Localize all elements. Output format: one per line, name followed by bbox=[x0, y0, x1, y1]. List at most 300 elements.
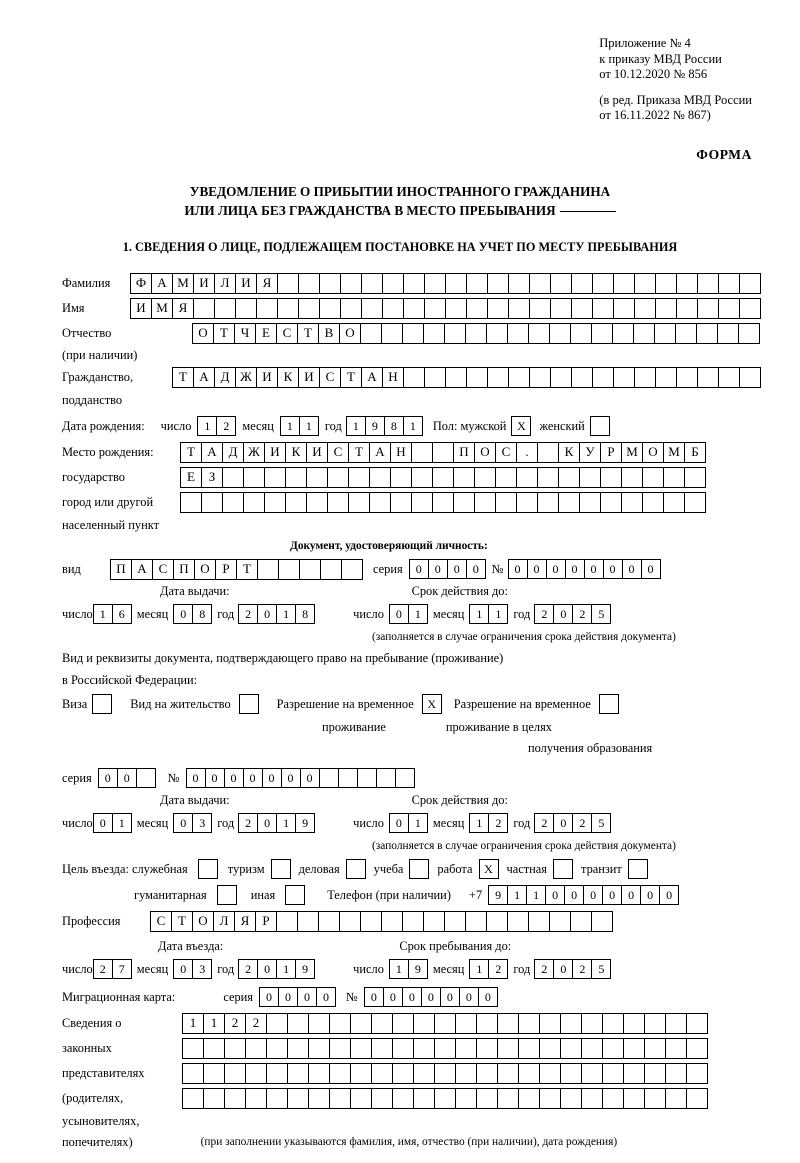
char-cell[interactable]: С bbox=[276, 323, 298, 344]
char-cell[interactable] bbox=[222, 492, 244, 513]
permit-issue-day-input[interactable] bbox=[93, 813, 132, 833]
char-cell[interactable] bbox=[299, 559, 321, 580]
purpose-business-checkbox[interactable] bbox=[346, 859, 366, 879]
char-cell[interactable] bbox=[357, 768, 377, 788]
char-cell[interactable]: Ж bbox=[243, 442, 265, 463]
char-cell[interactable] bbox=[476, 1013, 498, 1034]
char-cell[interactable] bbox=[298, 298, 320, 319]
citizenship-input[interactable] bbox=[172, 367, 761, 388]
char-cell[interactable] bbox=[686, 1013, 708, 1034]
char-cell[interactable] bbox=[203, 1038, 225, 1059]
char-cell[interactable]: 0 bbox=[98, 768, 118, 788]
char-cell[interactable] bbox=[739, 298, 761, 319]
char-cell[interactable] bbox=[306, 467, 328, 488]
char-cell[interactable] bbox=[487, 273, 509, 294]
char-cell[interactable]: 0 bbox=[621, 885, 641, 905]
char-cell[interactable]: 0 bbox=[300, 768, 320, 788]
char-cell[interactable]: А bbox=[361, 367, 383, 388]
char-cell[interactable]: О bbox=[194, 559, 216, 580]
char-cell[interactable] bbox=[392, 1088, 414, 1109]
permit-valid-year-input[interactable] bbox=[534, 813, 611, 833]
char-cell[interactable] bbox=[602, 1038, 624, 1059]
char-cell[interactable]: 0 bbox=[173, 813, 193, 833]
char-cell[interactable] bbox=[350, 1063, 372, 1084]
char-cell[interactable] bbox=[697, 367, 719, 388]
char-cell[interactable] bbox=[665, 1038, 687, 1059]
char-cell[interactable] bbox=[411, 492, 433, 513]
char-cell[interactable] bbox=[182, 1088, 204, 1109]
char-cell[interactable] bbox=[487, 367, 509, 388]
char-cell[interactable]: 0 bbox=[257, 604, 277, 624]
char-cell[interactable] bbox=[245, 1063, 267, 1084]
char-cell[interactable] bbox=[390, 467, 412, 488]
char-cell[interactable]: Д bbox=[214, 367, 236, 388]
char-cell[interactable]: К bbox=[285, 442, 307, 463]
char-cell[interactable] bbox=[560, 1038, 582, 1059]
doc-issue-month-input[interactable] bbox=[173, 604, 212, 624]
char-cell[interactable] bbox=[329, 1013, 351, 1034]
char-cell[interactable]: 2 bbox=[488, 959, 508, 979]
char-cell[interactable]: 0 bbox=[186, 768, 206, 788]
char-cell[interactable]: Л bbox=[213, 911, 235, 932]
doc-issue-year-input[interactable] bbox=[238, 604, 315, 624]
char-cell[interactable] bbox=[277, 298, 299, 319]
char-cell[interactable]: М bbox=[621, 442, 643, 463]
char-cell[interactable] bbox=[634, 273, 656, 294]
char-cell[interactable]: 2 bbox=[572, 959, 592, 979]
char-cell[interactable]: Р bbox=[600, 442, 622, 463]
char-cell[interactable] bbox=[474, 467, 496, 488]
char-cell[interactable] bbox=[434, 1038, 456, 1059]
char-cell[interactable] bbox=[644, 1063, 666, 1084]
char-cell[interactable] bbox=[360, 911, 382, 932]
char-cell[interactable]: 0 bbox=[257, 959, 277, 979]
char-cell[interactable] bbox=[243, 492, 265, 513]
char-cell[interactable]: 0 bbox=[459, 987, 479, 1007]
char-cell[interactable] bbox=[613, 298, 635, 319]
char-cell[interactable]: 0 bbox=[93, 813, 113, 833]
char-cell[interactable] bbox=[684, 492, 706, 513]
char-cell[interactable] bbox=[486, 911, 508, 932]
char-cell[interactable] bbox=[361, 298, 383, 319]
char-cell[interactable] bbox=[350, 1038, 372, 1059]
char-cell[interactable] bbox=[518, 1013, 540, 1034]
purpose-work-checkbox[interactable]: X bbox=[479, 859, 499, 879]
char-cell[interactable]: О bbox=[642, 442, 664, 463]
char-cell[interactable] bbox=[663, 492, 685, 513]
char-cell[interactable] bbox=[663, 467, 685, 488]
char-cell[interactable] bbox=[340, 298, 362, 319]
char-cell[interactable]: И bbox=[130, 298, 152, 319]
char-cell[interactable]: 0 bbox=[602, 885, 622, 905]
char-cell[interactable]: Р bbox=[215, 559, 237, 580]
char-cell[interactable] bbox=[327, 492, 349, 513]
char-cell[interactable] bbox=[644, 1013, 666, 1034]
char-cell[interactable] bbox=[497, 1038, 519, 1059]
char-cell[interactable]: 1 bbox=[507, 885, 527, 905]
char-cell[interactable]: 1 bbox=[203, 1013, 225, 1034]
char-cell[interactable]: 0 bbox=[173, 959, 193, 979]
char-cell[interactable] bbox=[402, 323, 424, 344]
char-cell[interactable]: 0 bbox=[364, 987, 384, 1007]
char-cell[interactable] bbox=[395, 768, 415, 788]
char-cell[interactable] bbox=[180, 492, 202, 513]
char-cell[interactable] bbox=[411, 467, 433, 488]
char-cell[interactable] bbox=[581, 1013, 603, 1034]
legal-rep-line-4-input[interactable] bbox=[182, 1088, 708, 1109]
char-cell[interactable]: 1 bbox=[488, 604, 508, 624]
permit-issue-month-input[interactable] bbox=[173, 813, 212, 833]
purpose-study-checkbox[interactable] bbox=[409, 859, 429, 879]
name-input[interactable] bbox=[130, 298, 761, 319]
char-cell[interactable] bbox=[434, 1013, 456, 1034]
char-cell[interactable]: 2 bbox=[238, 604, 258, 624]
char-cell[interactable] bbox=[432, 467, 454, 488]
char-cell[interactable] bbox=[413, 1063, 435, 1084]
char-cell[interactable]: 0 bbox=[421, 987, 441, 1007]
purpose-private-checkbox[interactable] bbox=[553, 859, 573, 879]
char-cell[interactable]: 0 bbox=[640, 885, 660, 905]
char-cell[interactable] bbox=[402, 911, 424, 932]
char-cell[interactable]: 2 bbox=[534, 959, 554, 979]
char-cell[interactable]: 0 bbox=[553, 959, 573, 979]
char-cell[interactable] bbox=[382, 298, 404, 319]
char-cell[interactable] bbox=[423, 911, 445, 932]
char-cell[interactable] bbox=[466, 298, 488, 319]
char-cell[interactable] bbox=[717, 323, 739, 344]
doc-kind-input[interactable] bbox=[110, 559, 363, 580]
char-cell[interactable]: 9 bbox=[365, 416, 385, 436]
char-cell[interactable] bbox=[718, 367, 740, 388]
char-cell[interactable] bbox=[341, 559, 363, 580]
char-cell[interactable]: С bbox=[150, 911, 172, 932]
char-cell[interactable] bbox=[390, 492, 412, 513]
char-cell[interactable]: 1 bbox=[276, 813, 296, 833]
char-cell[interactable] bbox=[203, 1088, 225, 1109]
char-cell[interactable]: 0 bbox=[117, 768, 137, 788]
char-cell[interactable] bbox=[266, 1013, 288, 1034]
char-cell[interactable] bbox=[455, 1063, 477, 1084]
edu-residence-checkbox[interactable] bbox=[599, 694, 619, 714]
char-cell[interactable] bbox=[411, 442, 433, 463]
char-cell[interactable] bbox=[550, 367, 572, 388]
char-cell[interactable] bbox=[382, 273, 404, 294]
char-cell[interactable] bbox=[455, 1013, 477, 1034]
char-cell[interactable] bbox=[571, 367, 593, 388]
char-cell[interactable] bbox=[392, 1013, 414, 1034]
stay-month-input[interactable] bbox=[469, 959, 508, 979]
char-cell[interactable] bbox=[474, 492, 496, 513]
char-cell[interactable] bbox=[287, 1013, 309, 1034]
migration-number-input[interactable] bbox=[364, 987, 498, 1007]
char-cell[interactable]: 0 bbox=[205, 768, 225, 788]
char-cell[interactable]: Ч bbox=[234, 323, 256, 344]
char-cell[interactable] bbox=[432, 442, 454, 463]
char-cell[interactable] bbox=[266, 1063, 288, 1084]
char-cell[interactable] bbox=[571, 273, 593, 294]
char-cell[interactable]: 9 bbox=[295, 813, 315, 833]
char-cell[interactable] bbox=[537, 492, 559, 513]
char-cell[interactable]: Н bbox=[382, 367, 404, 388]
char-cell[interactable] bbox=[642, 492, 664, 513]
char-cell[interactable]: Р bbox=[255, 911, 277, 932]
char-cell[interactable] bbox=[581, 1063, 603, 1084]
char-cell[interactable] bbox=[224, 1088, 246, 1109]
char-cell[interactable] bbox=[686, 1038, 708, 1059]
doc-valid-day-input[interactable] bbox=[389, 604, 428, 624]
char-cell[interactable]: З bbox=[201, 467, 223, 488]
char-cell[interactable] bbox=[350, 1088, 372, 1109]
char-cell[interactable] bbox=[392, 1063, 414, 1084]
legal-rep-line-3-input[interactable] bbox=[182, 1063, 708, 1084]
char-cell[interactable]: 1 bbox=[276, 604, 296, 624]
char-cell[interactable]: И bbox=[235, 273, 257, 294]
char-cell[interactable]: К bbox=[277, 367, 299, 388]
char-cell[interactable]: Т bbox=[236, 559, 258, 580]
char-cell[interactable] bbox=[579, 492, 601, 513]
char-cell[interactable] bbox=[444, 323, 466, 344]
char-cell[interactable] bbox=[592, 273, 614, 294]
birthplace-line-2-input[interactable] bbox=[180, 467, 706, 488]
char-cell[interactable]: 0 bbox=[565, 559, 585, 579]
char-cell[interactable] bbox=[308, 1038, 330, 1059]
profession-input[interactable] bbox=[150, 911, 613, 932]
char-cell[interactable] bbox=[581, 1038, 603, 1059]
char-cell[interactable]: 1 bbox=[408, 813, 428, 833]
char-cell[interactable] bbox=[537, 467, 559, 488]
char-cell[interactable]: Я bbox=[256, 273, 278, 294]
char-cell[interactable]: 0 bbox=[478, 987, 498, 1007]
char-cell[interactable] bbox=[739, 273, 761, 294]
char-cell[interactable]: Т bbox=[171, 911, 193, 932]
char-cell[interactable] bbox=[445, 273, 467, 294]
char-cell[interactable]: 0 bbox=[278, 987, 298, 1007]
permit-valid-day-input[interactable] bbox=[389, 813, 428, 833]
char-cell[interactable]: С bbox=[152, 559, 174, 580]
char-cell[interactable] bbox=[602, 1013, 624, 1034]
char-cell[interactable]: Т bbox=[348, 442, 370, 463]
char-cell[interactable]: Т bbox=[180, 442, 202, 463]
char-cell[interactable] bbox=[508, 273, 530, 294]
char-cell[interactable] bbox=[591, 323, 613, 344]
char-cell[interactable]: 0 bbox=[402, 987, 422, 1007]
char-cell[interactable] bbox=[654, 323, 676, 344]
char-cell[interactable] bbox=[297, 911, 319, 932]
char-cell[interactable]: И bbox=[264, 442, 286, 463]
char-cell[interactable] bbox=[655, 273, 677, 294]
migration-series-input[interactable] bbox=[259, 987, 336, 1007]
char-cell[interactable] bbox=[738, 323, 760, 344]
char-cell[interactable] bbox=[287, 1088, 309, 1109]
char-cell[interactable] bbox=[507, 323, 529, 344]
char-cell[interactable]: О bbox=[192, 323, 214, 344]
purpose-humanitarian-checkbox[interactable] bbox=[217, 885, 237, 905]
char-cell[interactable] bbox=[381, 323, 403, 344]
char-cell[interactable]: 7 bbox=[112, 959, 132, 979]
char-cell[interactable]: А bbox=[193, 367, 215, 388]
char-cell[interactable] bbox=[423, 323, 445, 344]
char-cell[interactable] bbox=[319, 768, 339, 788]
char-cell[interactable] bbox=[476, 1088, 498, 1109]
char-cell[interactable]: Б bbox=[684, 442, 706, 463]
char-cell[interactable]: 0 bbox=[527, 559, 547, 579]
doc-valid-year-input[interactable] bbox=[534, 604, 611, 624]
char-cell[interactable] bbox=[182, 1063, 204, 1084]
char-cell[interactable] bbox=[686, 1063, 708, 1084]
char-cell[interactable] bbox=[665, 1013, 687, 1034]
char-cell[interactable] bbox=[453, 492, 475, 513]
char-cell[interactable]: 8 bbox=[384, 416, 404, 436]
char-cell[interactable]: М bbox=[663, 442, 685, 463]
char-cell[interactable]: М bbox=[151, 298, 173, 319]
char-cell[interactable]: 0 bbox=[281, 768, 301, 788]
char-cell[interactable] bbox=[424, 367, 446, 388]
char-cell[interactable]: С bbox=[495, 442, 517, 463]
char-cell[interactable]: Т bbox=[172, 367, 194, 388]
char-cell[interactable]: 2 bbox=[238, 813, 258, 833]
char-cell[interactable] bbox=[487, 298, 509, 319]
char-cell[interactable] bbox=[497, 1013, 519, 1034]
char-cell[interactable]: П bbox=[453, 442, 475, 463]
char-cell[interactable]: Т bbox=[297, 323, 319, 344]
char-cell[interactable]: С bbox=[327, 442, 349, 463]
char-cell[interactable] bbox=[539, 1013, 561, 1034]
char-cell[interactable] bbox=[235, 298, 257, 319]
char-cell[interactable] bbox=[655, 298, 677, 319]
char-cell[interactable]: 8 bbox=[295, 604, 315, 624]
char-cell[interactable] bbox=[528, 323, 550, 344]
char-cell[interactable]: П bbox=[173, 559, 195, 580]
temp-residence-checkbox[interactable]: X bbox=[422, 694, 442, 714]
char-cell[interactable] bbox=[600, 492, 622, 513]
char-cell[interactable]: 1 bbox=[469, 959, 489, 979]
char-cell[interactable] bbox=[278, 559, 300, 580]
char-cell[interactable] bbox=[371, 1038, 393, 1059]
patronymic-input[interactable] bbox=[192, 323, 760, 344]
char-cell[interactable]: А bbox=[131, 559, 153, 580]
char-cell[interactable]: 2 bbox=[534, 604, 554, 624]
birth-month-input[interactable] bbox=[280, 416, 319, 436]
char-cell[interactable] bbox=[676, 273, 698, 294]
char-cell[interactable]: В bbox=[318, 323, 340, 344]
char-cell[interactable]: 0 bbox=[409, 559, 429, 579]
char-cell[interactable] bbox=[319, 298, 341, 319]
char-cell[interactable] bbox=[465, 911, 487, 932]
char-cell[interactable] bbox=[495, 467, 517, 488]
char-cell[interactable] bbox=[539, 1038, 561, 1059]
char-cell[interactable]: 0 bbox=[466, 559, 486, 579]
char-cell[interactable] bbox=[245, 1088, 267, 1109]
char-cell[interactable] bbox=[455, 1088, 477, 1109]
birthplace-line-3-input[interactable] bbox=[180, 492, 706, 513]
char-cell[interactable]: Е bbox=[255, 323, 277, 344]
char-cell[interactable]: 0 bbox=[553, 813, 573, 833]
char-cell[interactable] bbox=[424, 273, 446, 294]
stay-day-input[interactable] bbox=[389, 959, 428, 979]
char-cell[interactable] bbox=[256, 298, 278, 319]
char-cell[interactable]: 0 bbox=[641, 559, 661, 579]
char-cell[interactable] bbox=[193, 298, 215, 319]
legal-rep-line-1-input[interactable] bbox=[182, 1013, 708, 1034]
char-cell[interactable] bbox=[644, 1088, 666, 1109]
char-cell[interactable]: 3 bbox=[192, 813, 212, 833]
char-cell[interactable]: 2 bbox=[245, 1013, 267, 1034]
char-cell[interactable] bbox=[634, 298, 656, 319]
char-cell[interactable]: И bbox=[298, 367, 320, 388]
char-cell[interactable] bbox=[476, 1063, 498, 1084]
char-cell[interactable] bbox=[718, 298, 740, 319]
permit-number-input[interactable] bbox=[186, 768, 415, 788]
char-cell[interactable] bbox=[613, 367, 635, 388]
char-cell[interactable] bbox=[550, 273, 572, 294]
purpose-other-checkbox[interactable] bbox=[285, 885, 305, 905]
char-cell[interactable]: 2 bbox=[572, 813, 592, 833]
char-cell[interactable] bbox=[369, 467, 391, 488]
char-cell[interactable] bbox=[665, 1063, 687, 1084]
char-cell[interactable] bbox=[465, 323, 487, 344]
char-cell[interactable]: 5 bbox=[591, 959, 611, 979]
char-cell[interactable] bbox=[466, 367, 488, 388]
char-cell[interactable] bbox=[466, 273, 488, 294]
char-cell[interactable]: 0 bbox=[243, 768, 263, 788]
char-cell[interactable] bbox=[371, 1063, 393, 1084]
char-cell[interactable]: 0 bbox=[508, 559, 528, 579]
char-cell[interactable] bbox=[529, 298, 551, 319]
char-cell[interactable] bbox=[348, 492, 370, 513]
char-cell[interactable]: 2 bbox=[238, 959, 258, 979]
char-cell[interactable] bbox=[558, 492, 580, 513]
char-cell[interactable]: Д bbox=[222, 442, 244, 463]
birthplace-line-1-input[interactable] bbox=[180, 442, 706, 463]
entry-year-input[interactable] bbox=[238, 959, 315, 979]
char-cell[interactable] bbox=[696, 323, 718, 344]
char-cell[interactable] bbox=[602, 1063, 624, 1084]
char-cell[interactable]: 1 bbox=[299, 416, 319, 436]
char-cell[interactable] bbox=[518, 1088, 540, 1109]
char-cell[interactable] bbox=[338, 768, 358, 788]
char-cell[interactable]: 0 bbox=[173, 604, 193, 624]
char-cell[interactable]: 1 bbox=[93, 604, 113, 624]
char-cell[interactable] bbox=[644, 1038, 666, 1059]
char-cell[interactable] bbox=[633, 323, 655, 344]
phone-input[interactable] bbox=[488, 885, 679, 905]
char-cell[interactable] bbox=[182, 1038, 204, 1059]
char-cell[interactable]: 2 bbox=[534, 813, 554, 833]
permit-series-input[interactable] bbox=[98, 768, 156, 788]
char-cell[interactable] bbox=[497, 1088, 519, 1109]
char-cell[interactable] bbox=[266, 1088, 288, 1109]
char-cell[interactable]: 8 bbox=[192, 604, 212, 624]
char-cell[interactable] bbox=[432, 492, 454, 513]
purpose-service-checkbox[interactable] bbox=[198, 859, 218, 879]
char-cell[interactable] bbox=[518, 1063, 540, 1084]
char-cell[interactable] bbox=[424, 298, 446, 319]
char-cell[interactable] bbox=[392, 1038, 414, 1059]
char-cell[interactable] bbox=[319, 273, 341, 294]
char-cell[interactable] bbox=[350, 1013, 372, 1034]
char-cell[interactable] bbox=[306, 492, 328, 513]
char-cell[interactable] bbox=[592, 298, 614, 319]
char-cell[interactable] bbox=[739, 367, 761, 388]
char-cell[interactable]: М bbox=[172, 273, 194, 294]
permit-issue-year-input[interactable] bbox=[238, 813, 315, 833]
char-cell[interactable] bbox=[550, 298, 572, 319]
char-cell[interactable]: 6 bbox=[112, 604, 132, 624]
char-cell[interactable]: 9 bbox=[295, 959, 315, 979]
char-cell[interactable]: А bbox=[151, 273, 173, 294]
char-cell[interactable]: 0 bbox=[553, 604, 573, 624]
char-cell[interactable]: 0 bbox=[389, 813, 409, 833]
